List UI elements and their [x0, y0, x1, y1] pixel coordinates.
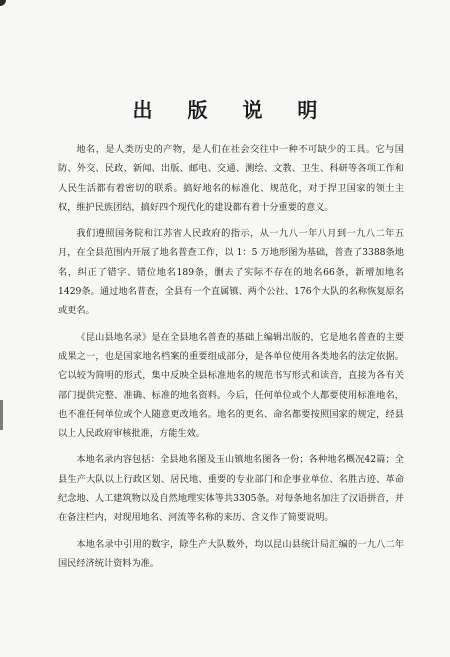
page-title: 出 版 说 明 [132, 98, 332, 122]
paragraph-statistics: 本地名录中引用的数字，除生产大队数外，均以昆山县统计局汇编的一九八二年国民经济统计资料为准。 [58, 538, 404, 569]
paragraph-survey: 我们遵照国务院和江苏省人民政府的指示，从一九八一年八月到一九八二年五月，在全县范围内开展了地名普查工作，以 1：5 万地形图为基础，普查了3388条地名，纠正了错字、错位地名189条，删去了实际不存在的地名66条，新增加地名1429条。通过地名普查，全县有一个直属镇、两个公社、176个大队的名称恢复原名或更名。 [58, 228, 404, 317]
scan-corner-mark [0, 0, 6, 6]
body-text [58, 140, 404, 580]
paragraph-intro: 地名，是人类历史的产物，是人们在社会交往中一种不可缺少的工具。它与国防、外交、民政、新闻、出版、邮电、交通、测绘、文教、卫生、科研等各项工作和人民生活都有着密切的联系。搞好地名的标准化、规范化，对于捍卫国家的领土主权，维护民族团结，搞好四个现代化的建设都有着十分重要的意义。 [58, 144, 404, 213]
scan-edge-mark [0, 400, 3, 430]
paragraph-purpose: 《昆山县地名录》是在全县地名普查的基础上编辑出版的，它是地名普查的主要成果之一，也是国家地名档案的重要组成部分，是各单位使用各类地名的法定依据。它以较为简明的形式，集中反映全县标准地名的规范书写形式和读音，直接为各有关部门提供完整、准确、标准的地名资料。今后，任何单位或个人都要使用标准地名，也不准任何单位或个人随意更改地名。地名的更名、命名都要按照国家的规定，经县以上人民政府审核批准，方能生效。 [58, 331, 404, 440]
paragraph-contents: 本地名录内容包括：全县地名图及玉山镇地名图各一份；各种地名概况42篇；全县生产大队以上行政区划、居民地、重要的专业部门和企事业单位、名胜古迹、革命纪念地、人工建筑物以及自然地理实体等共3305条。对每条地名加注了汉语拼音，并在备注栏内，对现用地名、河流等名称的来历、含义作了简要说明。 [58, 454, 404, 524]
